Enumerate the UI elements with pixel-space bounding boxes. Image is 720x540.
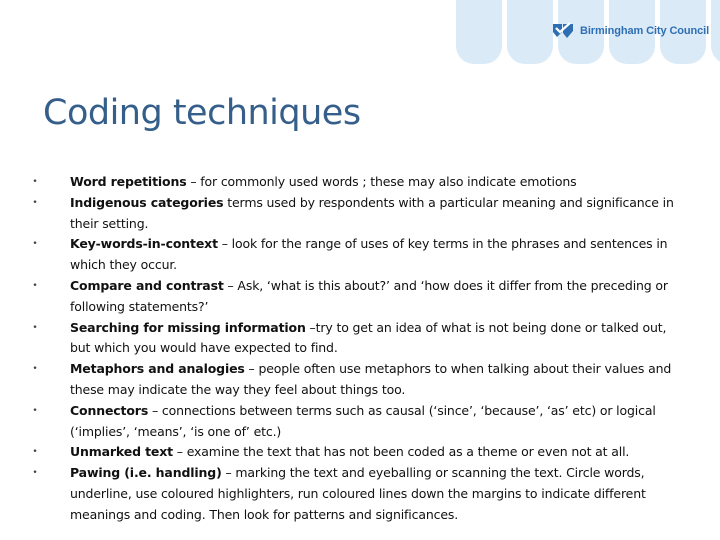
bullet-text: – Ask, ‘what is this about?’ and ‘how does it differ from the preceding or following statements?’: [70, 277, 668, 314]
bullet-item: [30, 193, 690, 235]
bullet-item: [30, 401, 690, 443]
bullet-item: [30, 442, 690, 463]
bullet-list: [30, 172, 690, 526]
bullet-dot-icon: •: [32, 468, 38, 479]
bullet-dot-icon: •: [32, 405, 38, 416]
bullet-item: [30, 318, 690, 360]
bullet-text: – connections between terms such as causal (‘since’, ‘because’, ‘as’ etc) or logical (‘implies’, ‘means’, ‘is one of’ etc.): [70, 402, 656, 439]
bullet-term: Searching for missing information: [70, 319, 306, 335]
bullet-term: Unmarked text: [70, 444, 173, 460]
bullet-text: –try to get an idea of what is not being done or talked out, but which you would have expected to find.: [70, 319, 667, 356]
bullet-term: Word repetitions: [70, 174, 187, 189]
council-emblem-icon: [550, 20, 576, 42]
header-stripe: [711, 0, 720, 64]
header-stripe: [507, 0, 553, 64]
bullet-dot-icon: •: [32, 322, 38, 333]
bullet-term: Indigenous categories: [70, 194, 224, 210]
bullet-term: Key-words-in-context: [70, 236, 218, 252]
bullet-dot-icon: •: [32, 280, 38, 291]
slide-title: Coding techniques: [43, 93, 361, 133]
bullet-text: terms used by respondents with a particular meaning and significance in their setting.: [70, 194, 674, 231]
bullet-text: – marking the text and eyeballing or scanning the text. Circle words, underline, use coloured highlighters, run coloured lines down the margins to indicate different meanings and coding. Then look for patterns and significances.: [70, 465, 646, 522]
header-stripe: [456, 0, 502, 64]
bullet-term: Connectors: [70, 402, 149, 418]
bullet-item: [30, 276, 690, 318]
bullet-term: Metaphors and analogies: [70, 361, 245, 377]
council-logo: [550, 20, 709, 42]
bullet-text: – look for the range of uses of key terms in the phrases and sentences in which they occur.: [70, 236, 668, 273]
bullet-text: – examine the text that has not been coded as a theme or even not at all.: [172, 444, 630, 460]
bullet-item: [30, 234, 690, 276]
bullet-dot-icon: •: [32, 177, 38, 187]
bullet-dot-icon: •: [32, 364, 38, 375]
bullet-item: [30, 463, 690, 525]
bullet-item: [30, 172, 690, 193]
bullet-item: [30, 359, 690, 401]
header-band: [0, 0, 720, 68]
bullet-term: Pawing (i.e. handling): [70, 465, 222, 481]
bullet-dot-icon: •: [32, 447, 38, 458]
bullet-text: – for commonly used words ; these may also indicate emotions: [186, 174, 577, 189]
bullet-dot-icon: •: [32, 197, 38, 208]
bullet-term: Compare and contrast: [70, 277, 224, 293]
bullet-text: – people often use metaphors to when talking about their values and these may indicate the way they feel about things too.: [70, 361, 672, 397]
logo-text: Birmingham City Council: [580, 25, 710, 37]
bullet-dot-icon: •: [32, 239, 38, 250]
